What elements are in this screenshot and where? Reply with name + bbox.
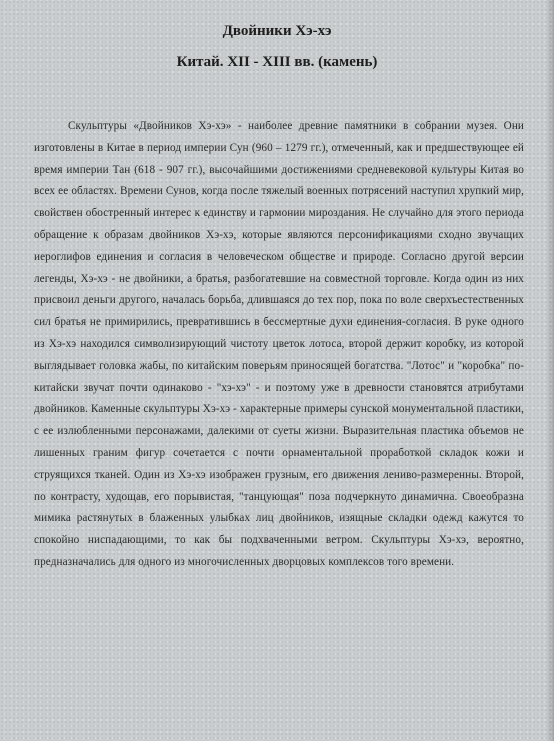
label-body-text: Скульптуры «Двойников Хэ-хэ» - наиболее древние памятники в собрании музея. Они изготовлены в Китае в период империи Сун (960 – 1279 гг.), отмеченный, как и предшествующее ей время империи Тан (618 - 907 гг.), высочайшими достижениями средневековой культуры Китая во всех ее областях. Времени Сунов, когда после тяжелый военных потрясений наступил хрупкий мир, свойствен обостренный интерес к единству и гармонии мироздания. Не случайно для этого периода обращение к образам двойников Хэ-хэ, которые являются персонификациями сходно звучащих иероглифов единения и согласия в человеческом обществе и природе. Согласно другой версии легенды, Хэ-хэ - не двойники, а братья, разбогатевшие на совместной торговле. Когда один из них присвоил деньги другого, началась борьба, длившаяся до тех пор, пока по воле сверхъестественных сил братья не примирились, превратившись в бессмертные духи единения-согласия. В руке одного из Хэ-хэ находился символизирующий чистоту цветок лотоса, второй держит коробку, из которой выглядывает головка жабы, по китайским поверьям приносящей богатства. "Лотос" и "коробка" по-китайски звучат почти одинаково - "хэ-хэ" - и поэтому уже в древности становятся атрибутами двойников. Каменные скульптуры Хэ-хэ - характерные примеры сунской монументальной пластики, с ее излюбленными персонажами, далекими от суеты жизни. Выразительная пластика объемов не лишенных граним фигур сочетается с почти орнаментальной проработкой складок кожи и струящихся тканей. Один из Хэ-хэ изображен грузным, его движения лениво-размеренны. Второй, по контрасту, худощав, его порывистая, "танцующая" поза подчеркнуто динамична. Своеобразна мимика растянутых в блаженных улыбках лиц двойников, изящные складки одежд кажутся то спокойно ниспадающими, то как бы подхваченными ветром. Скульптуры Хэ-хэ, вероятно, предназначались для одного из многочисленных дворцовых комплексов того времени. — [34, 120, 524, 568]
label-title: Двойники Хэ-хэ — [222, 23, 332, 39]
board-edge-shadow — [546, 0, 554, 741]
label-subtitle: Китай. XII - XIII вв. (камень) — [176, 54, 378, 70]
label-header — [0, 20, 554, 74]
